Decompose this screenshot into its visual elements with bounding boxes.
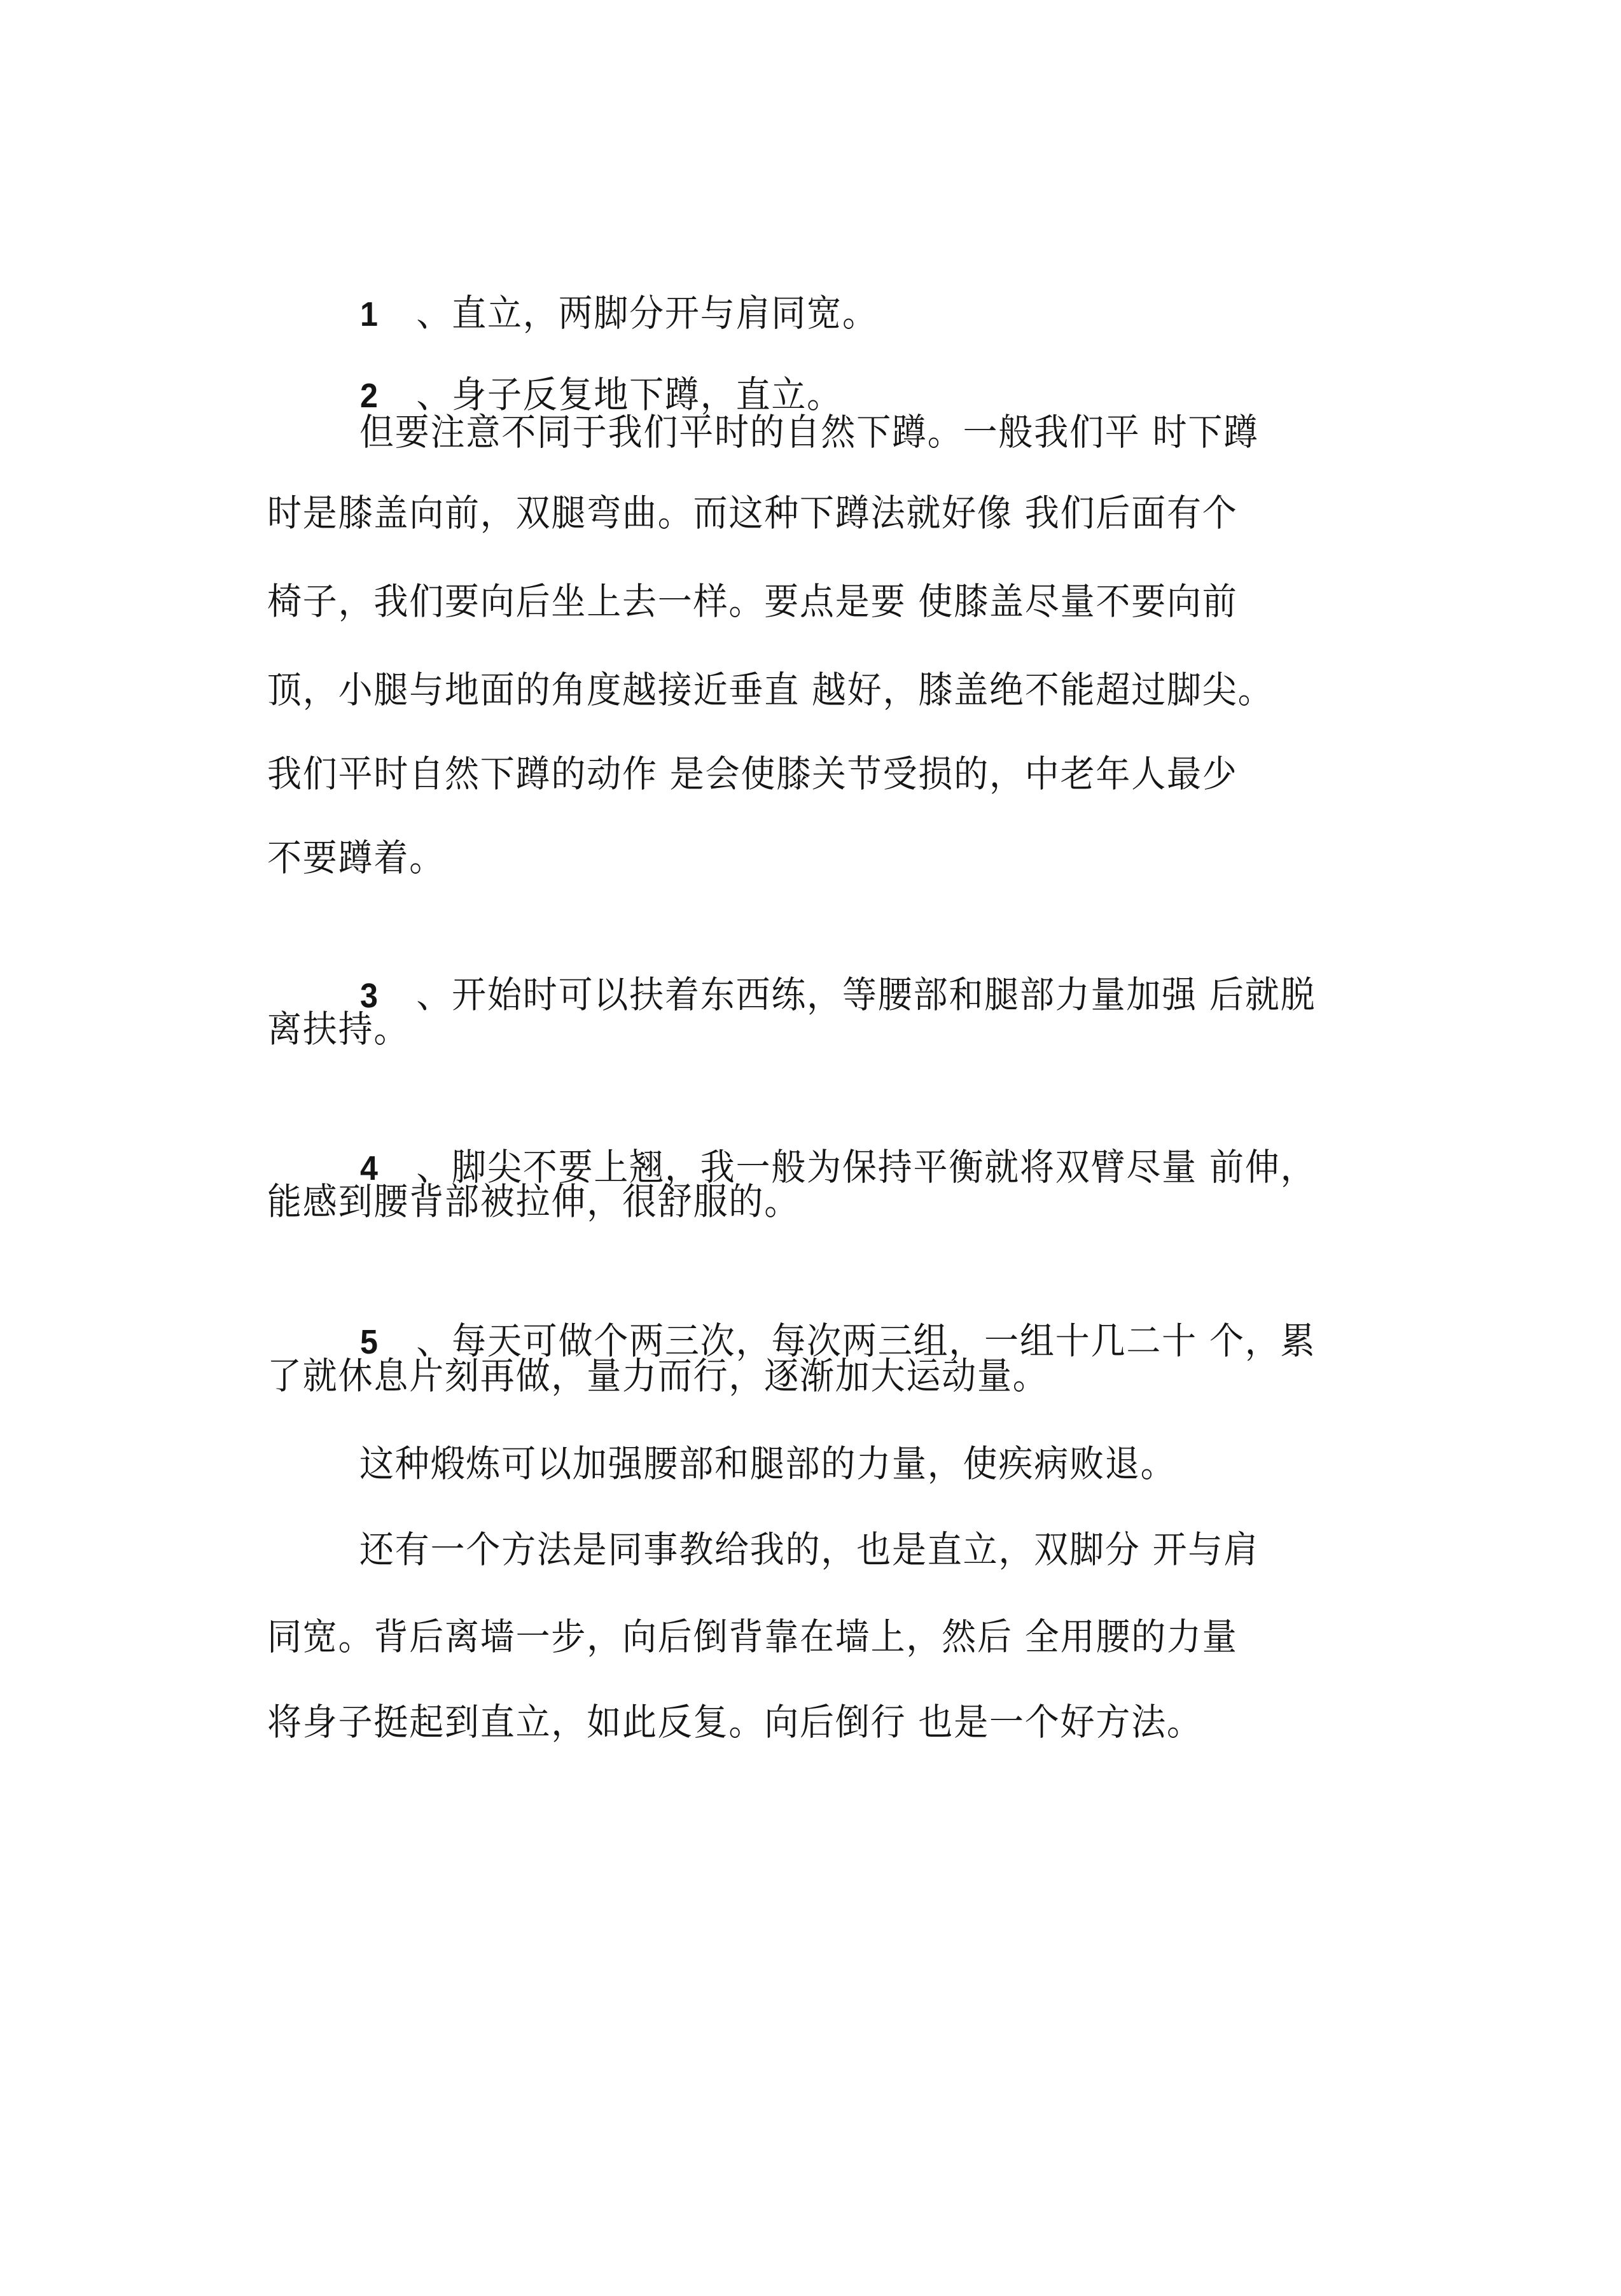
list-item-5 <box>312 1264 1316 1362</box>
list-number: 4 <box>360 1149 379 1187</box>
paragraph-line: 同宽。背后离墙一步，向后倒背靠在墙上，然后 全用腰的力量 <box>267 1615 1238 1658</box>
paragraph-line: 我们平时自然下蹲的动作 是会使膝关节受损的，中老年人最少 <box>267 752 1238 795</box>
paragraph-line: 这种煅炼可以加强腰部和腿部的力量，使疾病败退。 <box>359 1442 1176 1485</box>
paragraph-line: 不要蹲着。 <box>267 836 445 879</box>
list-text: 、直立，两脚分开与肩同宽。 <box>416 291 878 335</box>
list-text: 、开始时可以扶着东西练，等腰部和腿部力量加强 后就脱 <box>416 973 1316 1016</box>
list-item-1 <box>312 237 878 335</box>
paragraph-line: 离扶持。 <box>267 1007 410 1051</box>
list-item-3 <box>312 918 1316 1016</box>
list-item-4 <box>312 1091 1316 1189</box>
paragraph-line: 能感到腰背部被拉伸，很舒服的。 <box>267 1180 800 1223</box>
list-text: 、身子反复地下蹲，直立。 <box>416 373 842 416</box>
paragraph-line: 时是膝盖向前，双腿弯曲。而这种下蹲法就好像 我们后面有个 <box>267 491 1238 535</box>
paragraph-line: 但要注意不同于我们平时的自然下蹲。一般我们平 时下蹲 <box>359 410 1260 454</box>
paragraph-line: 顶，小腿与地面的角度越接近垂直 越好，膝盖绝不能超过脚尖。 <box>267 668 1274 711</box>
list-text: 、脚尖不要上翘，我一般为保持平衡就将双臂尽量 前伸， <box>416 1145 1316 1189</box>
list-text: 、每天可做个两三次，每次两三组，一组十几二十 个，累 <box>416 1319 1316 1362</box>
paragraph-line: 还有一个方法是同事教给我的，也是直立，双脚分 开与肩 <box>359 1528 1260 1571</box>
paragraph-line: 椅子，我们要向后坐上去一样。要点是要 使膝盖尽量不要向前 <box>267 580 1238 623</box>
paragraph-line: 将身子挺起到直立，如此反复。向后倒行 也是一个好方法。 <box>267 1700 1202 1744</box>
paragraph-line: 了就休息片刻再做，量力而行，逐渐加大运动量。 <box>267 1354 1048 1397</box>
list-number: 2 <box>360 377 379 415</box>
list-number: 1 <box>360 295 379 333</box>
list-number: 3 <box>360 977 379 1015</box>
list-number: 5 <box>360 1323 379 1361</box>
list-item-2 <box>312 318 842 416</box>
